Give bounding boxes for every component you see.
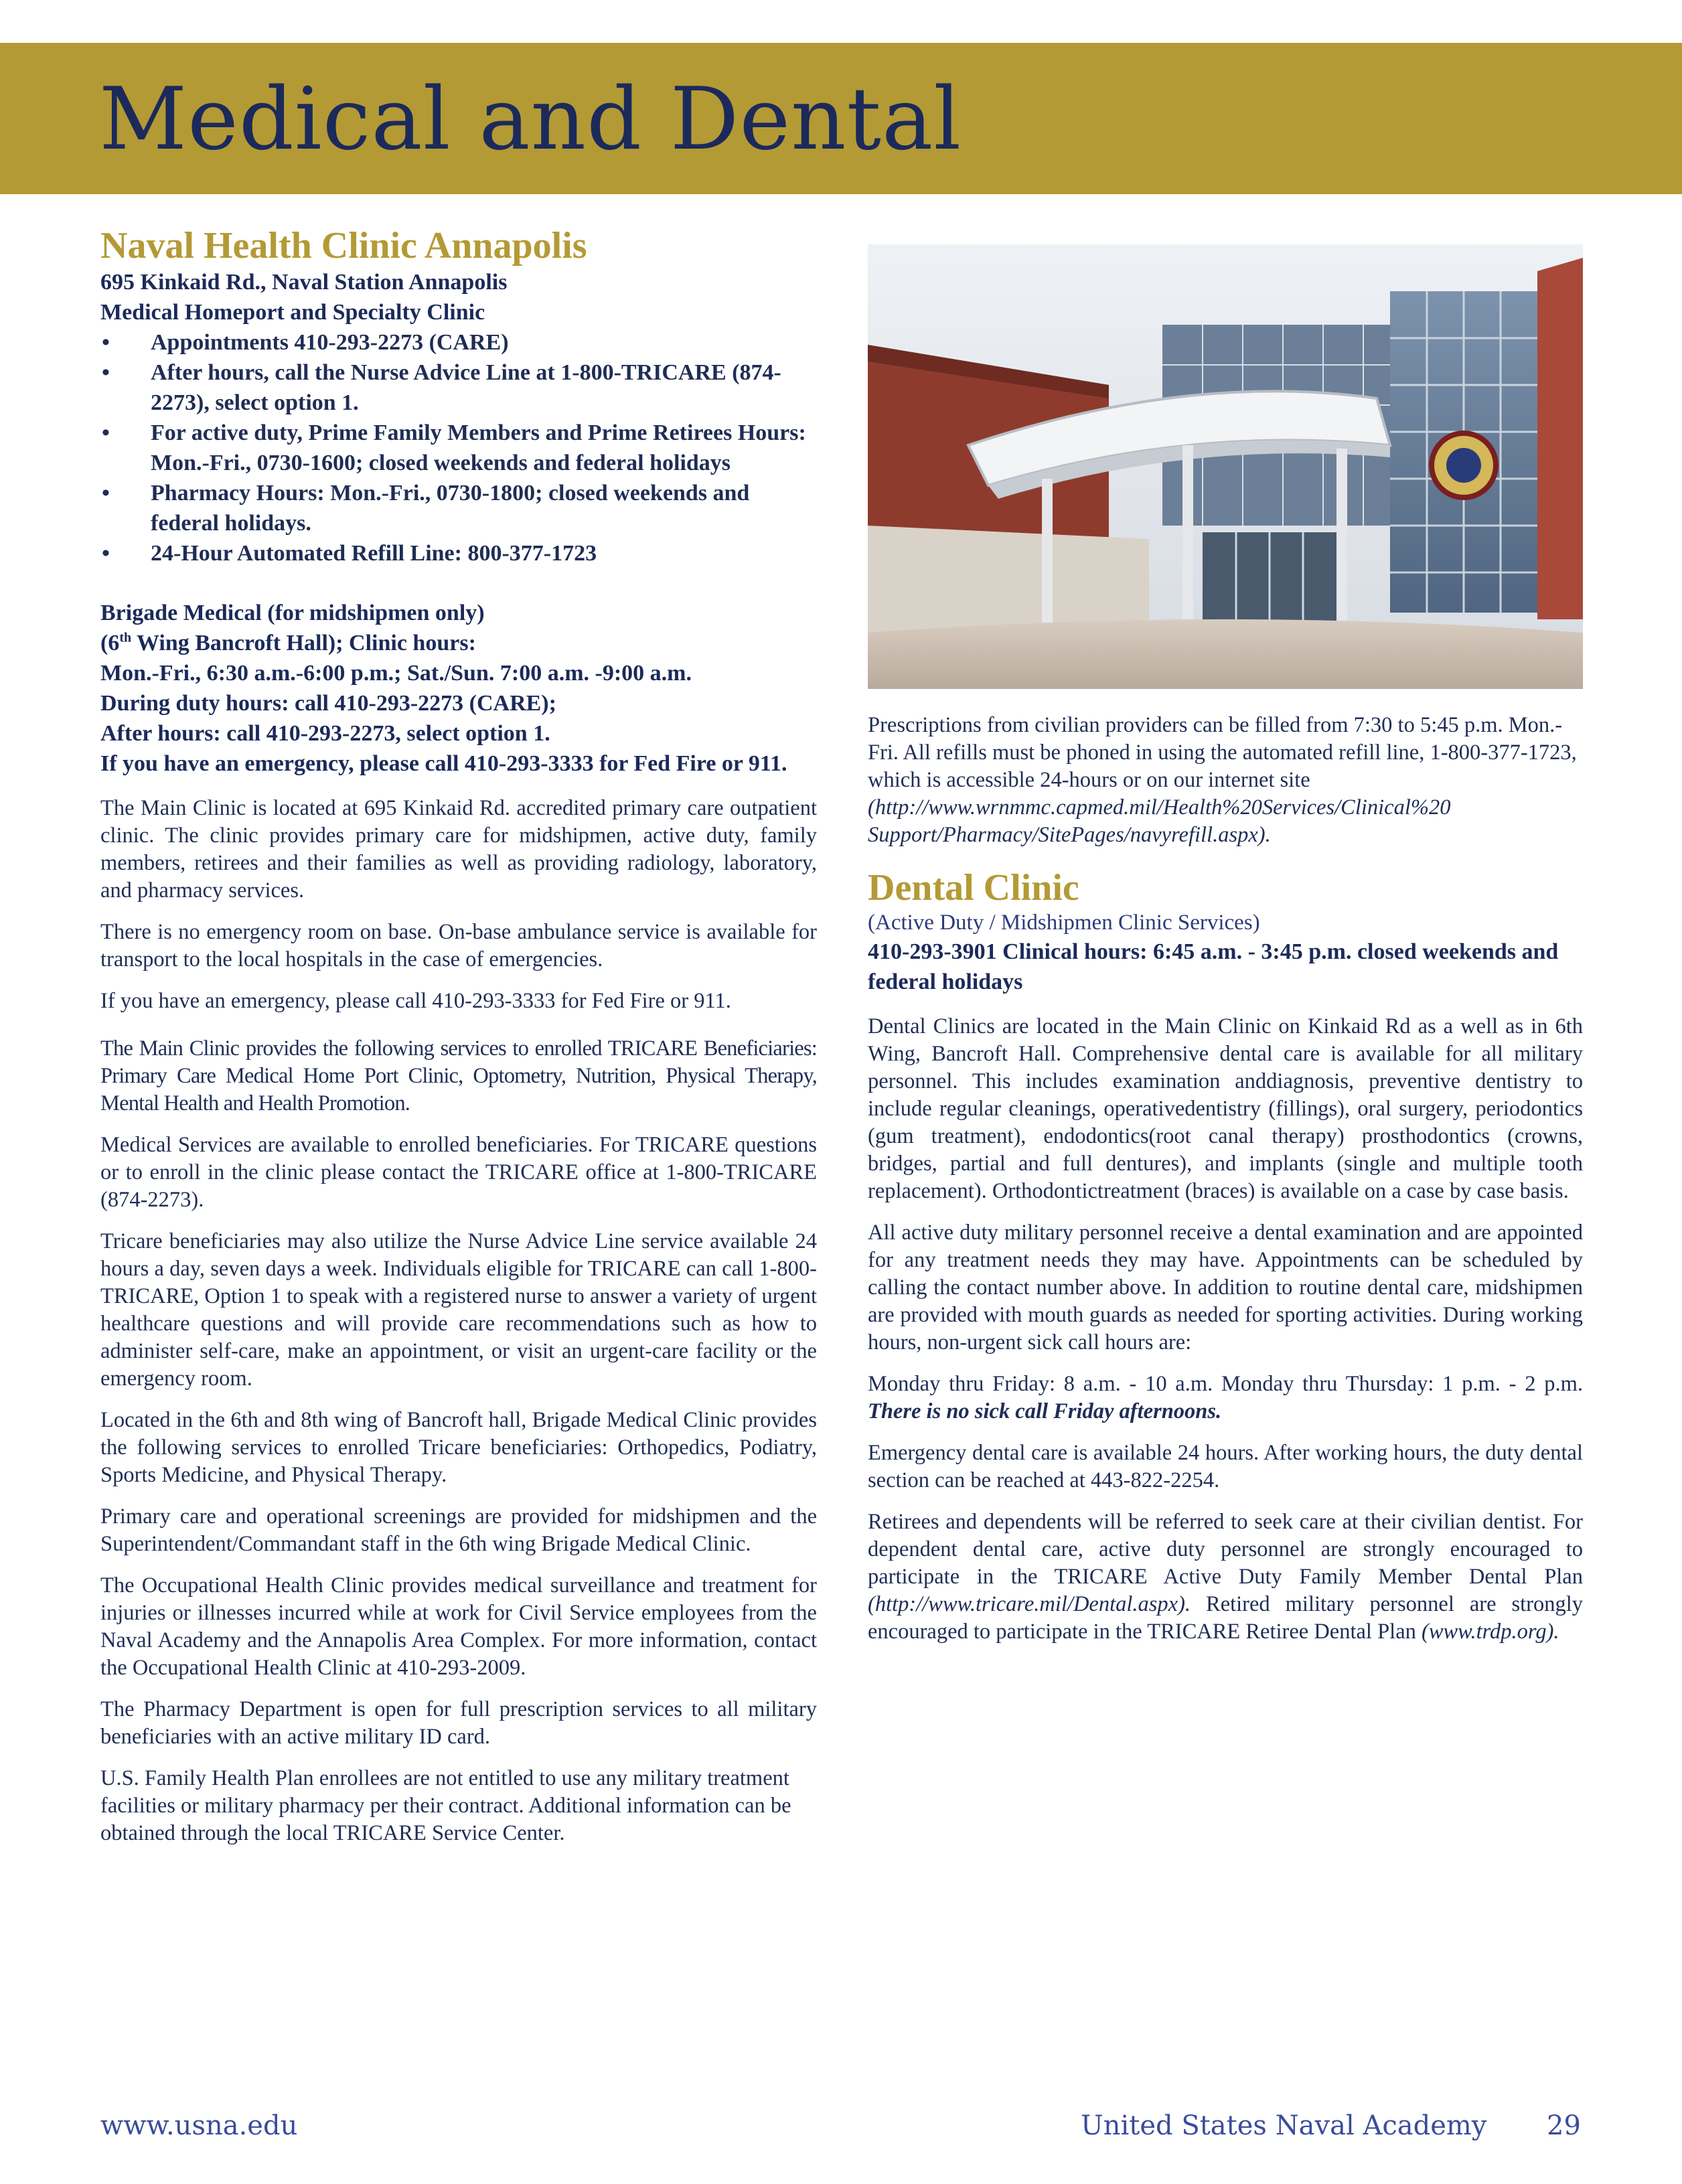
bullet-icon: • <box>102 541 110 566</box>
footer-org: United States Naval Academy <box>1081 2110 1487 2141</box>
paragraph: Located in the 6th and 8th wing of Bancroft hall, Brigade Medical Clinic provides the following services to enrolled Tricare beneficiaries: Orthopedics, Podiatry, Sports Medicine, and Physical Therapy. <box>100 1408 817 1487</box>
footer-url[interactable]: www.usna.edu <box>100 2110 298 2141</box>
brigade-line: (6th Wing Bancroft Hall); Clinic hours: <box>100 630 476 655</box>
right-column <box>868 712 1583 1660</box>
paragraph: Retirees and dependents will be referred to seek care at their civilian dentist. For dependent dental care, active duty personnel are strongly encouraged to participate in the TRICARE Active Duty Family Member Dental Plan (http://www.tricare.mil/Dental.aspx). Retired military personnel are strongly encouraged to participate in the TRICARE Retiree Dental Plan (www.trdp.org). <box>868 1510 1583 1644</box>
sick-call-note: There is no sick call Friday afternoons. <box>868 1399 1222 1423</box>
list-item: • Pharmacy Hours: Mon.-Fri., 0730-1800; closed weekends and federal holidays. <box>100 478 817 538</box>
page-title: Medical and Dental <box>99 70 962 169</box>
brigade-line: Mon.-Fri., 6:30 a.m.-6:00 p.m.; Sat./Sun. 7:00 a.m. -9:00 a.m. <box>100 661 692 686</box>
page-number: 29 <box>1547 2110 1581 2141</box>
clinic-building-photo <box>868 244 1583 689</box>
clinic-building-illustration <box>868 244 1583 689</box>
paragraph: The Occupational Health Clinic provides medical surveillance and treatment for injuries or illnesses incurred while at work for Civil Service employees from the Naval Academy and the Annapolis Area Complex. For more information, contact the Occupational Health Clinic at 410-293-2009. <box>100 1573 817 1680</box>
list-item: • 24-Hour Automated Refill Line: 800-377-1723 <box>100 538 817 568</box>
trdp-link[interactable]: (www.trdp.org). <box>1422 1620 1559 1644</box>
paragraph: Primary care and operational screenings are provided for midshipmen and the Superintendent/Commandant staff in the 6th wing Brigade Medical Clinic. <box>100 1504 817 1556</box>
left-body-text <box>100 795 817 1847</box>
brigade-line: If you have an emergency, please call 410-293-3333 for Fed Fire or 911. <box>100 751 787 776</box>
paragraph: All active duty military personnel receive a dental examination and are appointed for any treatment needs they may have. Appointments can be scheduled by calling the contact number above. In addition to routine dental care, midshipmen are provided with mouth guards as needed for sporting activities. During working hours, non-urgent sick call hours are: <box>868 1221 1583 1354</box>
paragraph: U.S. Family Health Plan enrollees are not entitled to use any military treatment facilities or military pharmacy per their contract. Additional information can be obtained through the local TRICARE Service Center. <box>100 1766 791 1845</box>
paragraph: Tricare beneficiaries may also utilize the Nurse Advice Line service available 24 hours a day, seven days a week. Individuals eligible for TRICARE can call 1-800-TRICARE, Option 1 to speak with a registered nurse to answer a variety of urgent healthcare questions and will provide care recommendations such as how to administer self-care, make an appointment, or visit an urgent-care facility or the emergency room. <box>100 1229 817 1391</box>
brigade-line: During duty hours: call 410-293-2273 (CARE); <box>100 691 556 716</box>
paragraph: The Main Clinic is located at 695 Kinkaid Rd. accredited primary care outpatient clinic. The clinic provides primary care for midshipmen, active duty, family members, retirees and their families as well as providing radiology, laboratory, and pharmacy services. <box>100 796 817 903</box>
brigade-medical-block <box>100 598 817 779</box>
bullet-icon: • <box>102 481 110 505</box>
title-banner <box>0 43 1682 194</box>
bullet-icon: • <box>102 420 110 445</box>
nhca-info <box>100 267 817 327</box>
brigade-line: After hours: call 410-293-2273, select option 1. <box>100 721 550 746</box>
bullet-icon: • <box>102 330 110 355</box>
brigade-line: Brigade Medical (for midshipmen only) <box>100 601 485 625</box>
dental-body-text <box>868 1013 1583 1646</box>
tricare-dental-link[interactable]: (http://www.tricare.mil/Dental.aspx). <box>868 1592 1191 1616</box>
dental-clinic-title: Dental Clinic <box>868 867 1079 909</box>
paragraph: Medical Services are available to enrolled beneficiaries. For TRICARE questions or to enroll in the clinic please contact the TRICARE office at 1-800-TRICARE (874-2273). <box>100 1133 817 1212</box>
dental-subtitle: (Active Duty / Midshipmen Clinic Services) <box>868 911 1260 935</box>
pharmacy-refill-link[interactable]: (http://www.wrnmmc.capmed.mil/Health%20Services/Clinical%20 Support/Pharmacy/SitePages/navyrefill.aspx). <box>868 795 1451 847</box>
prescriptions-block <box>868 712 1583 849</box>
paragraph: If you have an emergency, please call 410-293-3333 for Fed Fire or 911. <box>100 989 731 1013</box>
left-column <box>100 224 817 1861</box>
prescriptions-paragraph: Prescriptions from civilian providers can be filled from 7:30 to 5:45 p.m. Mon.-Fri. All refills must be phoned in using the automated refill line, 1-800-377-1723, which is accessible 24-hours or on our internet site (http://www.wrnmmc.capmed.mil/Health%20Services/Clinical%20 Support/Pharmacy/SitePages/navyrefill.aspx). <box>868 713 1577 847</box>
bullet-icon: • <box>102 360 110 385</box>
nhca-title: Naval Health Clinic Annapolis <box>100 225 587 266</box>
paragraph: There is no emergency room on base. On-base ambulance service is available for transport to the local hospitals in the case of emergencies. <box>100 920 817 971</box>
nhca-address: 695 Kinkaid Rd., Naval Station Annapolis <box>100 270 508 295</box>
nhca-bullet-list <box>100 327 817 568</box>
paragraph: Dental Clinics are located in the Main Clinic on Kinkaid Rd as a well as in 6th Wing, Bancroft Hall. Comprehensive dental care is available for all military personnel. This includes examination anddiagnosis, preventive dentistry to include regular cleanings, operativedentistry (fillings), oral surgery, periodontics (gum treatment), endodontics(root canal therapy) prosthodontics (crowns, bridges, partial and full dentures), and implants (single and multiple tooth replacement). Orthodontictreatment (braces) is available on a case by case basis. <box>868 1014 1583 1203</box>
list-item: • After hours, call the Nurse Advice Line at 1-800-TRICARE (874-2273), select option 1. <box>100 358 817 418</box>
paragraph: The Pharmacy Department is open for full prescription services to all military beneficiaries with an active military ID card. <box>100 1697 817 1749</box>
nhca-subtitle: Medical Homeport and Specialty Clinic <box>100 300 485 325</box>
dental-hours: 410-293-3901 Clinical hours: 6:45 a.m. - 3:45 p.m. closed weekends and federal holidays <box>868 939 1559 994</box>
list-item: • Appointments 410-293-2273 (CARE) <box>100 327 817 358</box>
paragraph: Emergency dental care is available 24 hours. After working hours, the duty dental section can be reached at 443-822-2254. <box>868 1441 1583 1492</box>
paragraph: Monday thru Friday: 8 a.m. - 10 a.m. Monday thru Thursday: 1 p.m. - 2 p.m. There is no sick call Friday afternoons. <box>868 1372 1583 1423</box>
list-item: • For active duty, Prime Family Members and Prime Retirees Hours: Mon.-Fri., 0730-1600; closed weekends and federal holidays <box>100 418 817 478</box>
paragraph: The Main Clinic provides the following services to enrolled TRICARE Beneficiaries: Primary Care Medical Home Port Clinic, Optometry, Nutrition, Physical Therapy, Mental Health and Health Promotion. <box>100 1036 817 1115</box>
